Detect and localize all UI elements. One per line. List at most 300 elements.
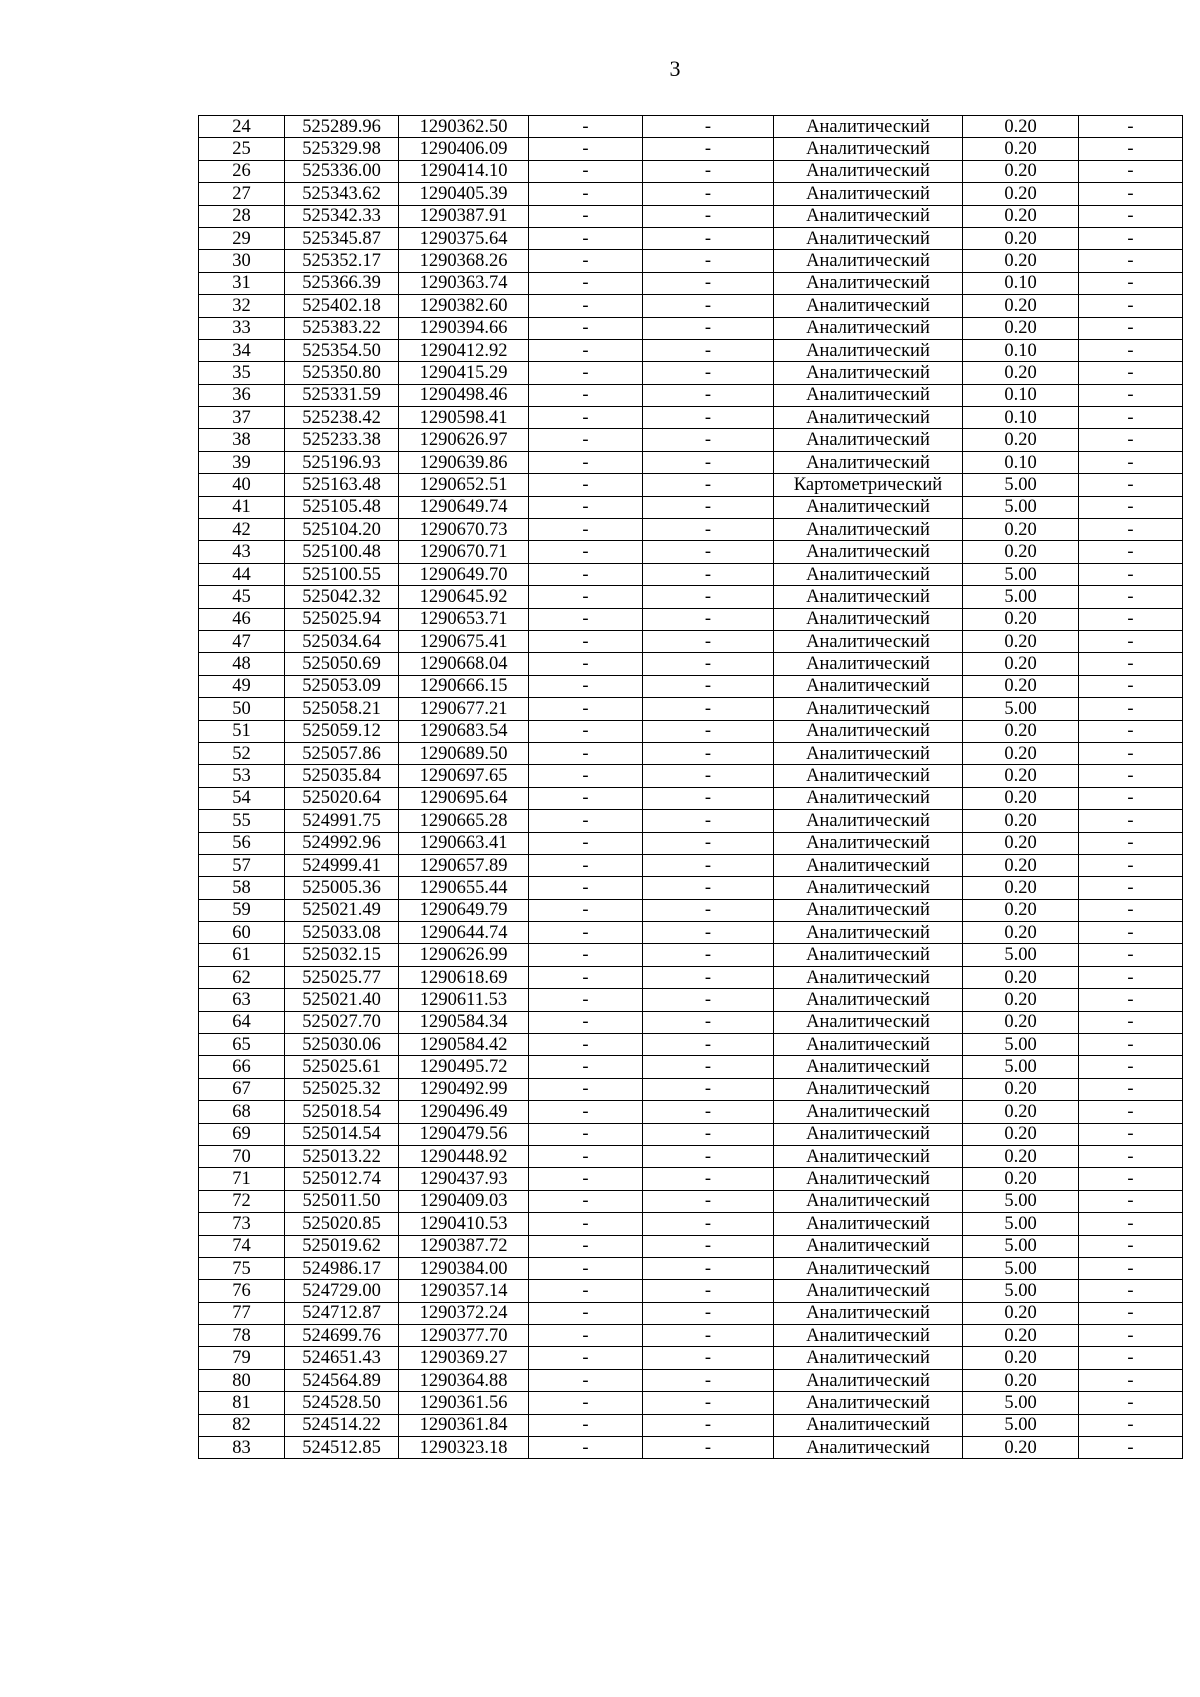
empty-cell-3: -: [1079, 563, 1183, 585]
empty-cell-1: -: [529, 384, 643, 406]
empty-cell-3: -: [1079, 541, 1183, 563]
empty-cell-1: -: [529, 227, 643, 249]
x-coordinate-cell: 525342.33: [285, 205, 399, 227]
table-row: [199, 1369, 1183, 1391]
table-row: [199, 183, 1183, 205]
accuracy-cell: 0.20: [963, 317, 1079, 339]
y-coordinate-cell: 1290677.21: [399, 698, 529, 720]
empty-cell-3: -: [1079, 474, 1183, 496]
x-coordinate-cell: 524729.00: [285, 1280, 399, 1302]
empty-cell-3: -: [1079, 1034, 1183, 1056]
empty-cell-3: -: [1079, 899, 1183, 921]
accuracy-cell: 0.20: [963, 519, 1079, 541]
empty-cell-2: -: [643, 586, 774, 608]
empty-cell-2: -: [643, 227, 774, 249]
method-cell: Аналитический: [774, 116, 963, 138]
empty-cell-2: -: [643, 966, 774, 988]
y-coordinate-cell: 1290639.86: [399, 451, 529, 473]
accuracy-cell: 0.10: [963, 339, 1079, 361]
accuracy-cell: 5.00: [963, 1414, 1079, 1436]
x-coordinate-cell: 525020.85: [285, 1213, 399, 1235]
method-cell: Аналитический: [774, 1280, 963, 1302]
method-cell: Аналитический: [774, 1190, 963, 1212]
empty-cell-2: -: [643, 250, 774, 272]
method-cell: Аналитический: [774, 541, 963, 563]
x-coordinate-cell: 525057.86: [285, 742, 399, 764]
empty-cell-1: -: [529, 563, 643, 585]
empty-cell-2: -: [643, 183, 774, 205]
method-cell: Аналитический: [774, 429, 963, 451]
page-number: 3: [669, 56, 681, 81]
empty-cell-2: -: [643, 1168, 774, 1190]
empty-cell-1: -: [529, 698, 643, 720]
y-coordinate-cell: 1290409.03: [399, 1190, 529, 1212]
empty-cell-1: -: [529, 944, 643, 966]
accuracy-cell: 5.00: [963, 1392, 1079, 1414]
y-coordinate-cell: 1290495.72: [399, 1056, 529, 1078]
point-number-cell: 33: [199, 317, 285, 339]
empty-cell-2: -: [643, 989, 774, 1011]
x-coordinate-cell: 525012.74: [285, 1168, 399, 1190]
y-coordinate-cell: 1290652.51: [399, 474, 529, 496]
x-coordinate-cell: 525018.54: [285, 1101, 399, 1123]
accuracy-cell: 5.00: [963, 698, 1079, 720]
table-row: [199, 630, 1183, 652]
y-coordinate-cell: 1290479.56: [399, 1123, 529, 1145]
method-cell: Аналитический: [774, 1145, 963, 1167]
point-number-cell: 35: [199, 362, 285, 384]
empty-cell-3: -: [1079, 810, 1183, 832]
accuracy-cell: 0.20: [963, 1325, 1079, 1347]
x-coordinate-cell: 525059.12: [285, 720, 399, 742]
empty-cell-2: -: [643, 160, 774, 182]
empty-cell-2: -: [643, 496, 774, 518]
empty-cell-2: -: [643, 1437, 774, 1459]
empty-cell-1: -: [529, 989, 643, 1011]
empty-cell-2: -: [643, 854, 774, 876]
x-coordinate-cell: 524991.75: [285, 810, 399, 832]
empty-cell-1: -: [529, 966, 643, 988]
empty-cell-1: -: [529, 1123, 643, 1145]
method-cell: Аналитический: [774, 250, 963, 272]
empty-cell-1: -: [529, 720, 643, 742]
empty-cell-2: -: [643, 742, 774, 764]
x-coordinate-cell: 524514.22: [285, 1414, 399, 1436]
empty-cell-3: -: [1079, 966, 1183, 988]
table-row: [199, 1034, 1183, 1056]
method-cell: Аналитический: [774, 563, 963, 585]
method-cell: Аналитический: [774, 1123, 963, 1145]
method-cell: Аналитический: [774, 653, 963, 675]
x-coordinate-cell: 525027.70: [285, 1011, 399, 1033]
method-cell: Аналитический: [774, 1325, 963, 1347]
empty-cell-2: -: [643, 1302, 774, 1324]
y-coordinate-cell: 1290584.42: [399, 1034, 529, 1056]
empty-cell-1: -: [529, 1280, 643, 1302]
x-coordinate-cell: 525011.50: [285, 1190, 399, 1212]
y-coordinate-cell: 1290368.26: [399, 250, 529, 272]
empty-cell-3: -: [1079, 1190, 1183, 1212]
point-number-cell: 51: [199, 720, 285, 742]
x-coordinate-cell: 525329.98: [285, 138, 399, 160]
method-cell: Аналитический: [774, 810, 963, 832]
table-row: [199, 1078, 1183, 1100]
accuracy-cell: 0.20: [963, 810, 1079, 832]
empty-cell-3: -: [1079, 138, 1183, 160]
accuracy-cell: 0.20: [963, 227, 1079, 249]
method-cell: Аналитический: [774, 1369, 963, 1391]
empty-cell-2: -: [643, 877, 774, 899]
point-number-cell: 31: [199, 272, 285, 294]
empty-cell-3: -: [1079, 742, 1183, 764]
y-coordinate-cell: 1290361.56: [399, 1392, 529, 1414]
accuracy-cell: 0.20: [963, 966, 1079, 988]
empty-cell-1: -: [529, 1369, 643, 1391]
empty-cell-2: -: [643, 272, 774, 294]
point-number-cell: 77: [199, 1302, 285, 1324]
point-number-cell: 76: [199, 1280, 285, 1302]
empty-cell-2: -: [643, 922, 774, 944]
x-coordinate-cell: 525196.93: [285, 451, 399, 473]
empty-cell-1: -: [529, 608, 643, 630]
empty-cell-2: -: [643, 1213, 774, 1235]
empty-cell-3: -: [1079, 698, 1183, 720]
empty-cell-1: -: [529, 653, 643, 675]
table-row: [199, 541, 1183, 563]
accuracy-cell: 0.20: [963, 183, 1079, 205]
method-cell: Аналитический: [774, 1101, 963, 1123]
accuracy-cell: 0.20: [963, 787, 1079, 809]
empty-cell-3: -: [1079, 675, 1183, 697]
method-cell: Аналитический: [774, 451, 963, 473]
method-cell: Аналитический: [774, 1078, 963, 1100]
table-row: [199, 1235, 1183, 1257]
empty-cell-2: -: [643, 765, 774, 787]
empty-cell-2: -: [643, 384, 774, 406]
empty-cell-2: -: [643, 608, 774, 630]
y-coordinate-cell: 1290361.84: [399, 1414, 529, 1436]
method-cell: Аналитический: [774, 407, 963, 429]
x-coordinate-cell: 525350.80: [285, 362, 399, 384]
accuracy-cell: 0.20: [963, 922, 1079, 944]
x-coordinate-cell: 525025.32: [285, 1078, 399, 1100]
accuracy-cell: 0.20: [963, 1168, 1079, 1190]
empty-cell-2: -: [643, 630, 774, 652]
point-number-cell: 55: [199, 810, 285, 832]
table-row: [199, 1101, 1183, 1123]
table-row: [199, 407, 1183, 429]
empty-cell-3: -: [1079, 1280, 1183, 1302]
empty-cell-3: -: [1079, 1257, 1183, 1279]
accuracy-cell: 0.20: [963, 1101, 1079, 1123]
x-coordinate-cell: 524699.76: [285, 1325, 399, 1347]
empty-cell-2: -: [643, 944, 774, 966]
empty-cell-2: -: [643, 519, 774, 541]
x-coordinate-cell: 525053.09: [285, 675, 399, 697]
table-row: [199, 1437, 1183, 1459]
point-number-cell: 60: [199, 922, 285, 944]
table-row: [199, 1123, 1183, 1145]
empty-cell-1: -: [529, 250, 643, 272]
method-cell: Аналитический: [774, 1213, 963, 1235]
table-row: [199, 966, 1183, 988]
x-coordinate-cell: 525289.96: [285, 116, 399, 138]
x-coordinate-cell: 525163.48: [285, 474, 399, 496]
table-row: [199, 362, 1183, 384]
point-number-cell: 40: [199, 474, 285, 496]
method-cell: Аналитический: [774, 272, 963, 294]
point-number-cell: 25: [199, 138, 285, 160]
accuracy-cell: 0.10: [963, 451, 1079, 473]
empty-cell-2: -: [643, 541, 774, 563]
method-cell: Аналитический: [774, 1392, 963, 1414]
x-coordinate-cell: 525352.17: [285, 250, 399, 272]
accuracy-cell: 0.10: [963, 384, 1079, 406]
accuracy-cell: 5.00: [963, 1280, 1079, 1302]
empty-cell-1: -: [529, 339, 643, 361]
point-number-cell: 58: [199, 877, 285, 899]
accuracy-cell: 0.20: [963, 877, 1079, 899]
y-coordinate-cell: 1290626.99: [399, 944, 529, 966]
point-number-cell: 46: [199, 608, 285, 630]
empty-cell-3: -: [1079, 1123, 1183, 1145]
y-coordinate-cell: 1290414.10: [399, 160, 529, 182]
y-coordinate-cell: 1290675.41: [399, 630, 529, 652]
empty-cell-3: -: [1079, 116, 1183, 138]
empty-cell-1: -: [529, 1145, 643, 1167]
empty-cell-2: -: [643, 1325, 774, 1347]
method-cell: Аналитический: [774, 675, 963, 697]
y-coordinate-cell: 1290437.93: [399, 1168, 529, 1190]
method-cell: Аналитический: [774, 362, 963, 384]
point-number-cell: 43: [199, 541, 285, 563]
empty-cell-1: -: [529, 519, 643, 541]
accuracy-cell: 0.20: [963, 250, 1079, 272]
empty-cell-3: -: [1079, 496, 1183, 518]
empty-cell-3: -: [1079, 205, 1183, 227]
y-coordinate-cell: 1290666.15: [399, 675, 529, 697]
accuracy-cell: 0.20: [963, 1369, 1079, 1391]
x-coordinate-cell: 525058.21: [285, 698, 399, 720]
empty-cell-2: -: [643, 899, 774, 921]
empty-cell-3: -: [1079, 630, 1183, 652]
table-row: [199, 1257, 1183, 1279]
x-coordinate-cell: 525104.20: [285, 519, 399, 541]
table-row: [199, 765, 1183, 787]
accuracy-cell: 0.10: [963, 272, 1079, 294]
point-number-cell: 71: [199, 1168, 285, 1190]
point-number-cell: 65: [199, 1034, 285, 1056]
empty-cell-3: -: [1079, 1235, 1183, 1257]
y-coordinate-cell: 1290410.53: [399, 1213, 529, 1235]
x-coordinate-cell: 525025.77: [285, 966, 399, 988]
empty-cell-1: -: [529, 854, 643, 876]
empty-cell-3: -: [1079, 1011, 1183, 1033]
x-coordinate-cell: 525020.64: [285, 787, 399, 809]
point-number-cell: 61: [199, 944, 285, 966]
empty-cell-1: -: [529, 407, 643, 429]
accuracy-cell: 5.00: [963, 563, 1079, 585]
empty-cell-3: -: [1079, 1392, 1183, 1414]
empty-cell-2: -: [643, 1034, 774, 1056]
empty-cell-3: -: [1079, 1056, 1183, 1078]
point-number-cell: 34: [199, 339, 285, 361]
empty-cell-2: -: [643, 810, 774, 832]
empty-cell-1: -: [529, 183, 643, 205]
x-coordinate-cell: 525336.00: [285, 160, 399, 182]
empty-cell-2: -: [643, 1101, 774, 1123]
method-cell: Аналитический: [774, 1168, 963, 1190]
empty-cell-2: -: [643, 451, 774, 473]
empty-cell-3: -: [1079, 989, 1183, 1011]
table-row: [199, 944, 1183, 966]
y-coordinate-cell: 1290670.71: [399, 541, 529, 563]
empty-cell-1: -: [529, 1392, 643, 1414]
table-row: [199, 227, 1183, 249]
accuracy-cell: 0.20: [963, 1347, 1079, 1369]
accuracy-cell: 0.20: [963, 832, 1079, 854]
y-coordinate-cell: 1290649.70: [399, 563, 529, 585]
x-coordinate-cell: 524564.89: [285, 1369, 399, 1391]
y-coordinate-cell: 1290377.70: [399, 1325, 529, 1347]
accuracy-cell: 0.20: [963, 116, 1079, 138]
accuracy-cell: 0.20: [963, 1437, 1079, 1459]
empty-cell-2: -: [643, 720, 774, 742]
accuracy-cell: 0.20: [963, 1302, 1079, 1324]
y-coordinate-cell: 1290387.91: [399, 205, 529, 227]
point-number-cell: 68: [199, 1101, 285, 1123]
point-number-cell: 39: [199, 451, 285, 473]
y-coordinate-cell: 1290362.50: [399, 116, 529, 138]
empty-cell-2: -: [643, 138, 774, 160]
y-coordinate-cell: 1290387.72: [399, 1235, 529, 1257]
point-number-cell: 30: [199, 250, 285, 272]
y-coordinate-cell: 1290405.39: [399, 183, 529, 205]
method-cell: Аналитический: [774, 496, 963, 518]
method-cell: Аналитический: [774, 1302, 963, 1324]
empty-cell-1: -: [529, 1257, 643, 1279]
empty-cell-3: -: [1079, 295, 1183, 317]
y-coordinate-cell: 1290496.49: [399, 1101, 529, 1123]
method-cell: Аналитический: [774, 1437, 963, 1459]
point-number-cell: 50: [199, 698, 285, 720]
table-row: [199, 295, 1183, 317]
y-coordinate-cell: 1290618.69: [399, 966, 529, 988]
point-number-cell: 59: [199, 899, 285, 921]
table-row: [199, 675, 1183, 697]
empty-cell-1: -: [529, 1213, 643, 1235]
empty-cell-2: -: [643, 339, 774, 361]
empty-cell-1: -: [529, 451, 643, 473]
accuracy-cell: 0.20: [963, 675, 1079, 697]
table-body: [199, 116, 1183, 1459]
empty-cell-2: -: [643, 698, 774, 720]
method-cell: Картометрический: [774, 474, 963, 496]
point-number-cell: 28: [199, 205, 285, 227]
x-coordinate-cell: 525042.32: [285, 586, 399, 608]
x-coordinate-cell: 525034.64: [285, 630, 399, 652]
table-row: [199, 205, 1183, 227]
empty-cell-2: -: [643, 295, 774, 317]
empty-cell-3: -: [1079, 1369, 1183, 1391]
point-number-cell: 47: [199, 630, 285, 652]
point-number-cell: 75: [199, 1257, 285, 1279]
empty-cell-2: -: [643, 1257, 774, 1279]
table-row: [199, 989, 1183, 1011]
table-row: [199, 496, 1183, 518]
empty-cell-2: -: [643, 1369, 774, 1391]
table-row: [199, 877, 1183, 899]
empty-cell-1: -: [529, 295, 643, 317]
y-coordinate-cell: 1290653.71: [399, 608, 529, 630]
y-coordinate-cell: 1290412.92: [399, 339, 529, 361]
empty-cell-3: -: [1079, 944, 1183, 966]
empty-cell-1: -: [529, 1414, 643, 1436]
accuracy-cell: 0.20: [963, 160, 1079, 182]
accuracy-cell: 5.00: [963, 586, 1079, 608]
point-number-cell: 63: [199, 989, 285, 1011]
x-coordinate-cell: 525105.48: [285, 496, 399, 518]
point-number-cell: 73: [199, 1213, 285, 1235]
x-coordinate-cell: 525383.22: [285, 317, 399, 339]
x-coordinate-cell: 525354.50: [285, 339, 399, 361]
y-coordinate-cell: 1290406.09: [399, 138, 529, 160]
empty-cell-1: -: [529, 116, 643, 138]
x-coordinate-cell: 525100.55: [285, 563, 399, 585]
empty-cell-2: -: [643, 1414, 774, 1436]
point-number-cell: 45: [199, 586, 285, 608]
method-cell: Аналитический: [774, 832, 963, 854]
empty-cell-3: -: [1079, 1347, 1183, 1369]
empty-cell-3: -: [1079, 1078, 1183, 1100]
y-coordinate-cell: 1290375.64: [399, 227, 529, 249]
empty-cell-1: -: [529, 810, 643, 832]
empty-cell-3: -: [1079, 1101, 1183, 1123]
accuracy-cell: 5.00: [963, 1056, 1079, 1078]
empty-cell-1: -: [529, 1011, 643, 1033]
point-number-cell: 29: [199, 227, 285, 249]
empty-cell-3: -: [1079, 922, 1183, 944]
empty-cell-1: -: [529, 541, 643, 563]
table-row: [199, 1213, 1183, 1235]
empty-cell-3: -: [1079, 832, 1183, 854]
y-coordinate-cell: 1290611.53: [399, 989, 529, 1011]
empty-cell-3: -: [1079, 339, 1183, 361]
table-row: [199, 429, 1183, 451]
empty-cell-1: -: [529, 317, 643, 339]
method-cell: Аналитический: [774, 765, 963, 787]
empty-cell-2: -: [643, 1078, 774, 1100]
accuracy-cell: 0.20: [963, 138, 1079, 160]
empty-cell-3: -: [1079, 362, 1183, 384]
empty-cell-1: -: [529, 1078, 643, 1100]
x-coordinate-cell: 525050.69: [285, 653, 399, 675]
accuracy-cell: 0.10: [963, 407, 1079, 429]
table-row: [199, 250, 1183, 272]
empty-cell-1: -: [529, 630, 643, 652]
method-cell: Аналитический: [774, 720, 963, 742]
empty-cell-3: -: [1079, 1437, 1183, 1459]
accuracy-cell: 5.00: [963, 474, 1079, 496]
table-row: [199, 720, 1183, 742]
y-coordinate-cell: 1290697.65: [399, 765, 529, 787]
table-row: [199, 787, 1183, 809]
y-coordinate-cell: 1290448.92: [399, 1145, 529, 1167]
method-cell: Аналитический: [774, 1056, 963, 1078]
x-coordinate-cell: 525035.84: [285, 765, 399, 787]
method-cell: Аналитический: [774, 1414, 963, 1436]
point-number-cell: 44: [199, 563, 285, 585]
